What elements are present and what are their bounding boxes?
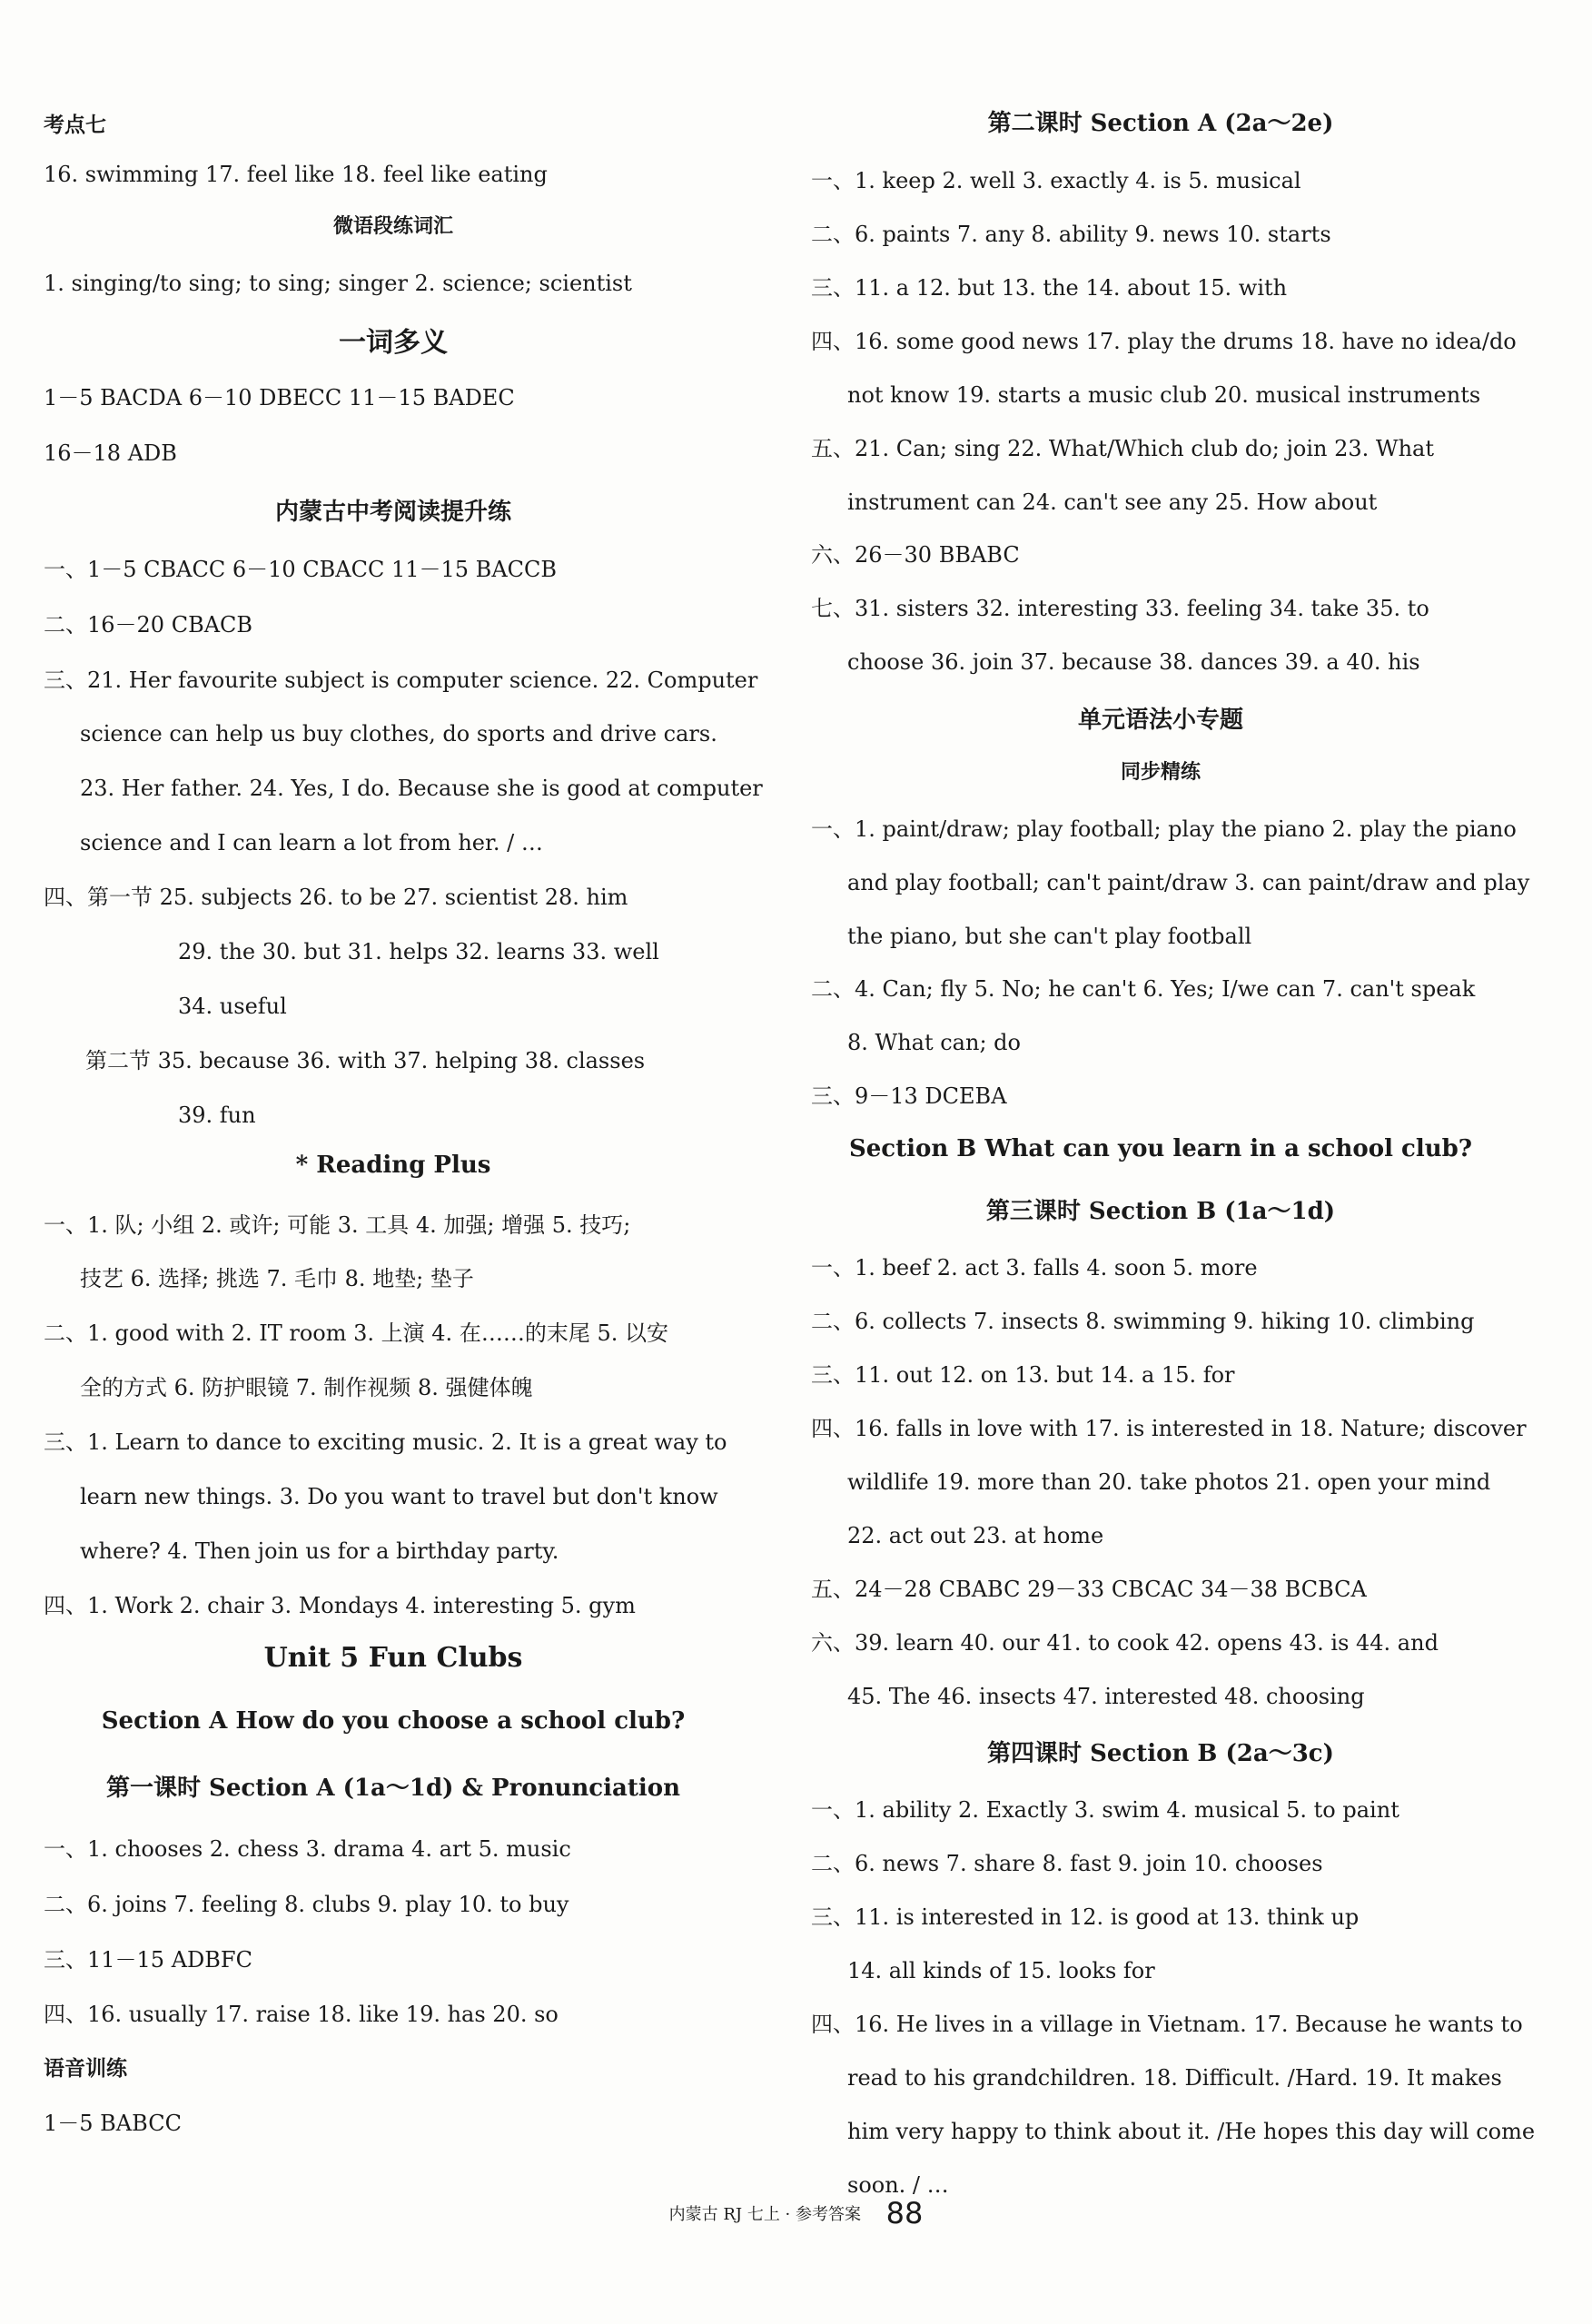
- unit-title: Unit 5 Fun Clubs: [263, 1642, 523, 1674]
- answer-line: 四、1. Work 2. chair 3. Mondays 4. interesting 5. gym: [44, 1593, 636, 1618]
- section-heading: 一词多义: [339, 327, 448, 359]
- answer-line: 1. singing/to sing; to sing; singer 2. science; scientist: [44, 271, 632, 296]
- footer-text: 内蒙古 RJ 七上 · 参考答案: [668, 2205, 862, 2224]
- section-heading: Section A How do you choose a school club?: [101, 1707, 686, 1735]
- answer-line: wildlife 19. more than 20. take photos 21. open your mind: [847, 1469, 1491, 1495]
- answer-line: 二、1. good with 2. IT room 3. 上演 4. 在……的末尾 5. 以安: [44, 1320, 668, 1346]
- answer-line: 23. Her father. 24. Yes, I do. Because she is good at computer: [80, 776, 763, 801]
- answer-line: him very happy to think about it. /He hopes this day will come: [847, 2119, 1536, 2144]
- answer-line: 三、11. out 12. on 13. but 14. a 15. for: [811, 1362, 1235, 1388]
- answer-line: 1－5 BABCC: [44, 2111, 182, 2136]
- answer-line: 三、1. Learn to dance to exciting music. 2. It is a great way to: [44, 1429, 727, 1455]
- answer-line: soon. / …: [847, 2172, 949, 2198]
- answer-line: 一、1. paint/draw; play football; play the piano 2. play the piano: [811, 816, 1517, 842]
- section-heading: Section B What can you learn in a school club?: [848, 1135, 1473, 1162]
- answer-line: science can help us buy clothes, do sports and drive cars.: [80, 721, 717, 747]
- answer-line: learn new things. 3. Do you want to travel but don't know: [80, 1484, 718, 1509]
- answer-line: 第二节 35. because 36. with 37. helping 38. classes: [85, 1048, 646, 1073]
- section-heading: 单元语法小专题: [1077, 707, 1243, 734]
- answer-line: 三、11. a 12. but 13. the 14. about 15. with: [811, 275, 1288, 301]
- answer-line: choose 36. join 37. because 38. dances 39. a 40. his: [847, 649, 1420, 675]
- answer-line: 22. act out 23. at home: [847, 1523, 1104, 1548]
- answer-line: instrument can 24. can't see any 25. How about: [847, 490, 1378, 515]
- answer-line: 16－18 ADB: [44, 440, 177, 466]
- answer-line: 六、26－30 BBABC: [811, 542, 1020, 568]
- answer-line: 四、第一节 25. subjects 26. to be 27. scientist 28. him: [44, 885, 628, 910]
- answer-line: 三、11－15 ADBFC: [44, 1947, 252, 1973]
- answer-line: read to his grandchildren. 18. Difficult. /Hard. 19. It makes: [847, 2065, 1502, 2091]
- section-heading: 考点七: [44, 113, 106, 137]
- answer-line: 39. fun: [178, 1103, 256, 1128]
- answer-line: 六、39. learn 40. our 41. to cook 42. opens 43. is 44. and: [811, 1630, 1439, 1656]
- answer-line: 三、21. Her favourite subject is computer science. 22. Computer: [44, 668, 758, 693]
- answer-line: 一、1. 队; 小组 2. 或许; 可能 3. 工具 4. 加强; 增强 5. 技巧;: [44, 1212, 631, 1238]
- answer-line: 二、6. joins 7. feeling 8. clubs 9. play 10. to buy: [44, 1892, 569, 1917]
- answer-line: 三、9－13 DCEBA: [811, 1083, 1007, 1109]
- section-heading: * Reading Plus: [295, 1152, 491, 1179]
- section-heading: 语音训练: [44, 2056, 127, 2081]
- answer-line: 29. the 30. but 31. helps 32. learns 33. well: [178, 939, 659, 964]
- answer-line: 四、16. usually 17. raise 18. like 19. has 20. so: [44, 2002, 559, 2027]
- answer-line: science and I can learn a lot from her. / …: [80, 830, 543, 855]
- answer-line: 14. all kinds of 15. looks for: [847, 1958, 1155, 1983]
- answer-line: where? 4. Then join us for a birthday party.: [80, 1538, 559, 1564]
- answer-line: 8. What can; do: [847, 1030, 1021, 1055]
- answer-line: 五、21. Can; sing 22. What/Which club do; join 23. What: [811, 436, 1434, 461]
- lesson-heading: 第三课时 Section B (1a～1d): [985, 1198, 1336, 1225]
- answer-line: 一、1. keep 2. well 3. exactly 4. is 5. musical: [811, 168, 1301, 193]
- answer-line: 一、1. beef 2. act 3. falls 4. soon 5. more: [811, 1255, 1258, 1281]
- answer-line: 二、6. news 7. share 8. fast 9. join 10. chooses: [811, 1851, 1323, 1876]
- lesson-heading: 第二课时 Section A (2a～2e): [987, 110, 1334, 137]
- answer-line: 七、31. sisters 32. interesting 33. feeling 34. take 35. to: [811, 596, 1429, 621]
- lesson-heading: 第四课时 Section B (2a～3c): [987, 1740, 1334, 1767]
- page-footer: [0, 2196, 1592, 2230]
- answer-line: and play football; can't paint/draw 3. can paint/draw and play: [847, 870, 1530, 895]
- answer-line: 二、6. collects 7. insects 8. swimming 9. hiking 10. climbing: [811, 1309, 1475, 1334]
- answer-line: 16. swimming 17. feel like 18. feel like eating: [44, 162, 548, 187]
- answer-line: 四、16. He lives in a village in Vietnam. 17. Because he wants to: [811, 2012, 1523, 2037]
- lesson-heading: 第一课时 Section A (1a～1d) & Pronunciation: [106, 1775, 680, 1802]
- answer-line: 34. useful: [178, 994, 287, 1019]
- section-heading: 同步精练: [1120, 760, 1201, 784]
- answer-line: 三、11. is interested in 12. is good at 13. think up: [811, 1904, 1360, 1930]
- answer-line: 45. The 46. insects 47. interested 48. choosing: [847, 1684, 1365, 1709]
- answer-line: the piano, but she can't play football: [847, 924, 1252, 949]
- answer-line: 五、24－28 CBABC 29－33 CBCAC 34－38 BCBCA: [811, 1577, 1367, 1602]
- answer-line: 一、1. chooses 2. chess 3. drama 4. art 5. music: [44, 1836, 571, 1862]
- answer-line: not know 19. starts a music club 20. musical instruments: [847, 382, 1481, 408]
- section-heading: 内蒙古中考阅读提升练: [274, 499, 511, 526]
- answer-line: 技艺 6. 选择; 挑选 7. 毛巾 8. 地垫; 垫子: [80, 1266, 474, 1291]
- answer-line: 二、6. paints 7. any 8. ability 9. news 10. starts: [811, 222, 1331, 247]
- answer-line: 1－5 BACDA 6－10 DBECC 11－15 BADEC: [44, 385, 515, 410]
- answer-line: 全的方式 6. 防护眼镜 7. 制作视频 8. 强健体魄: [80, 1375, 533, 1400]
- section-heading: 微语段练词汇: [332, 214, 453, 238]
- answer-line: 二、16－20 CBACB: [44, 612, 253, 638]
- page-number: 88: [885, 2196, 924, 2230]
- answer-line: 一、1. ability 2. Exactly 3. swim 4. musical 5. to paint: [811, 1797, 1399, 1823]
- answer-line: 一、1－5 CBACC 6－10 CBACC 11－15 BACCB: [44, 557, 558, 582]
- answer-line: 四、16. falls in love with 17. is interested in 18. Nature; discover: [811, 1416, 1527, 1441]
- answer-line: 四、16. some good news 17. play the drums 18. have no idea/do: [811, 329, 1517, 354]
- answer-line: 二、4. Can; fly 5. No; he can't 6. Yes; I/we can 7. can't speak: [811, 976, 1476, 1002]
